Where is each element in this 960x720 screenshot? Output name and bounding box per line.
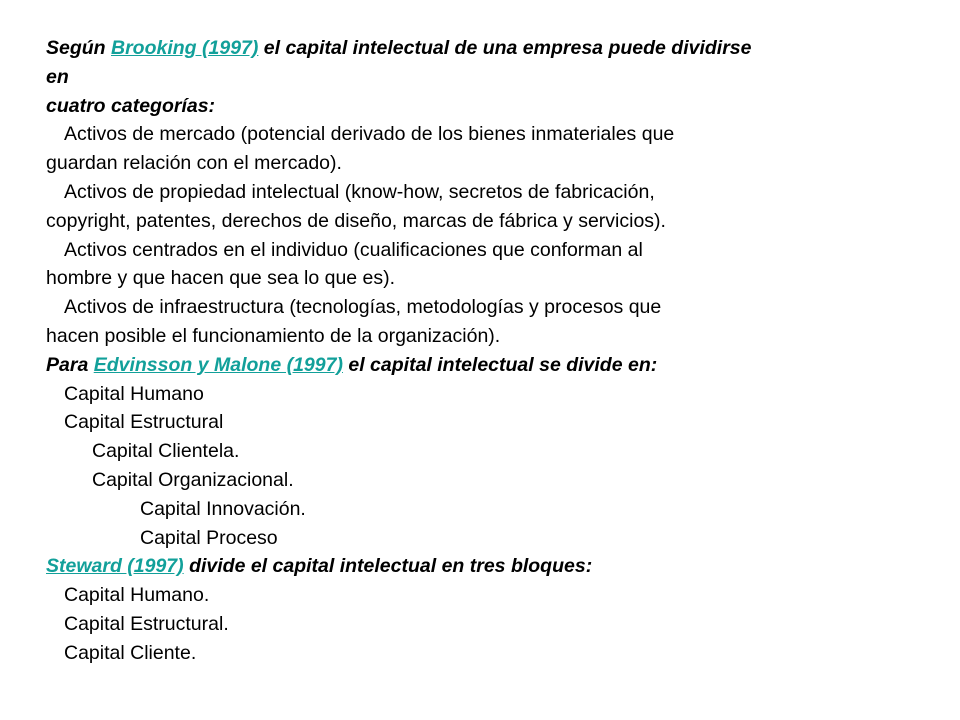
steward-item-capital-humano: Capital Humano.	[64, 584, 210, 607]
slide-content	[46, 34, 936, 668]
brooking-item-3-line2: hombre y que hacen que sea lo que es).	[46, 267, 396, 290]
edvinsson-item-capital-innovacion: Capital Innovación.	[140, 497, 306, 520]
steward-heading	[46, 552, 936, 581]
brooking-heading	[46, 34, 936, 63]
brooking-item-1-line1: Activos de mercado (potencial derivado de los bienes inmateriales que	[64, 123, 675, 146]
steward-link[interactable]: Steward (1997)	[46, 555, 184, 578]
edvinsson-heading	[46, 351, 936, 380]
edvinsson-link[interactable]: Edvinsson y Malone (1997)	[93, 353, 343, 376]
edvinsson-heading-pre: Para	[46, 353, 94, 376]
edvinsson-item-capital-humano: Capital Humano	[64, 382, 204, 405]
brooking-heading-post: el capital intelectual de una empresa puede dividirse	[258, 37, 752, 59]
brooking-item-3-line1: Activos centrados en el individuo (cualificaciones que conforman al	[64, 238, 643, 261]
brooking-item-1-line2: guardan relación con el mercado).	[46, 152, 342, 175]
steward-item-capital-estructural: Capital Estructural.	[64, 612, 229, 635]
steward-item-capital-cliente: Capital Cliente.	[64, 641, 197, 664]
brooking-item-2-line1: Activos de propiedad intelectual (know-how, secretos de fabricación,	[64, 180, 655, 203]
brooking-item-2-line2: copyright, patentes, derechos de diseño, marcas de fábrica y servicios).	[46, 209, 666, 232]
brooking-heading-pre: Según	[46, 37, 112, 59]
edvinsson-item-capital-organizacional: Capital Organizacional.	[92, 468, 294, 491]
edvinsson-item-capital-clientela: Capital Clientela.	[92, 440, 240, 463]
edvinsson-item-capital-estructural: Capital Estructural	[64, 411, 224, 434]
edvinsson-heading-post: el capital intelectual se divide en:	[342, 353, 658, 376]
brooking-link[interactable]: Brooking (1997)	[111, 37, 259, 59]
brooking-heading-line3: cuatro categorías:	[46, 94, 216, 117]
steward-heading-post: divide el capital intelectual en tres bloques:	[183, 555, 593, 578]
brooking-heading-line2: en	[46, 65, 69, 88]
brooking-item-4-line2: hacen posible el funcionamiento de la organización).	[46, 324, 501, 347]
brooking-item-4-line1: Activos de infraestructura (tecnologías, metodologías y procesos que	[64, 296, 662, 319]
edvinsson-item-capital-proceso: Capital Proceso	[140, 526, 278, 549]
